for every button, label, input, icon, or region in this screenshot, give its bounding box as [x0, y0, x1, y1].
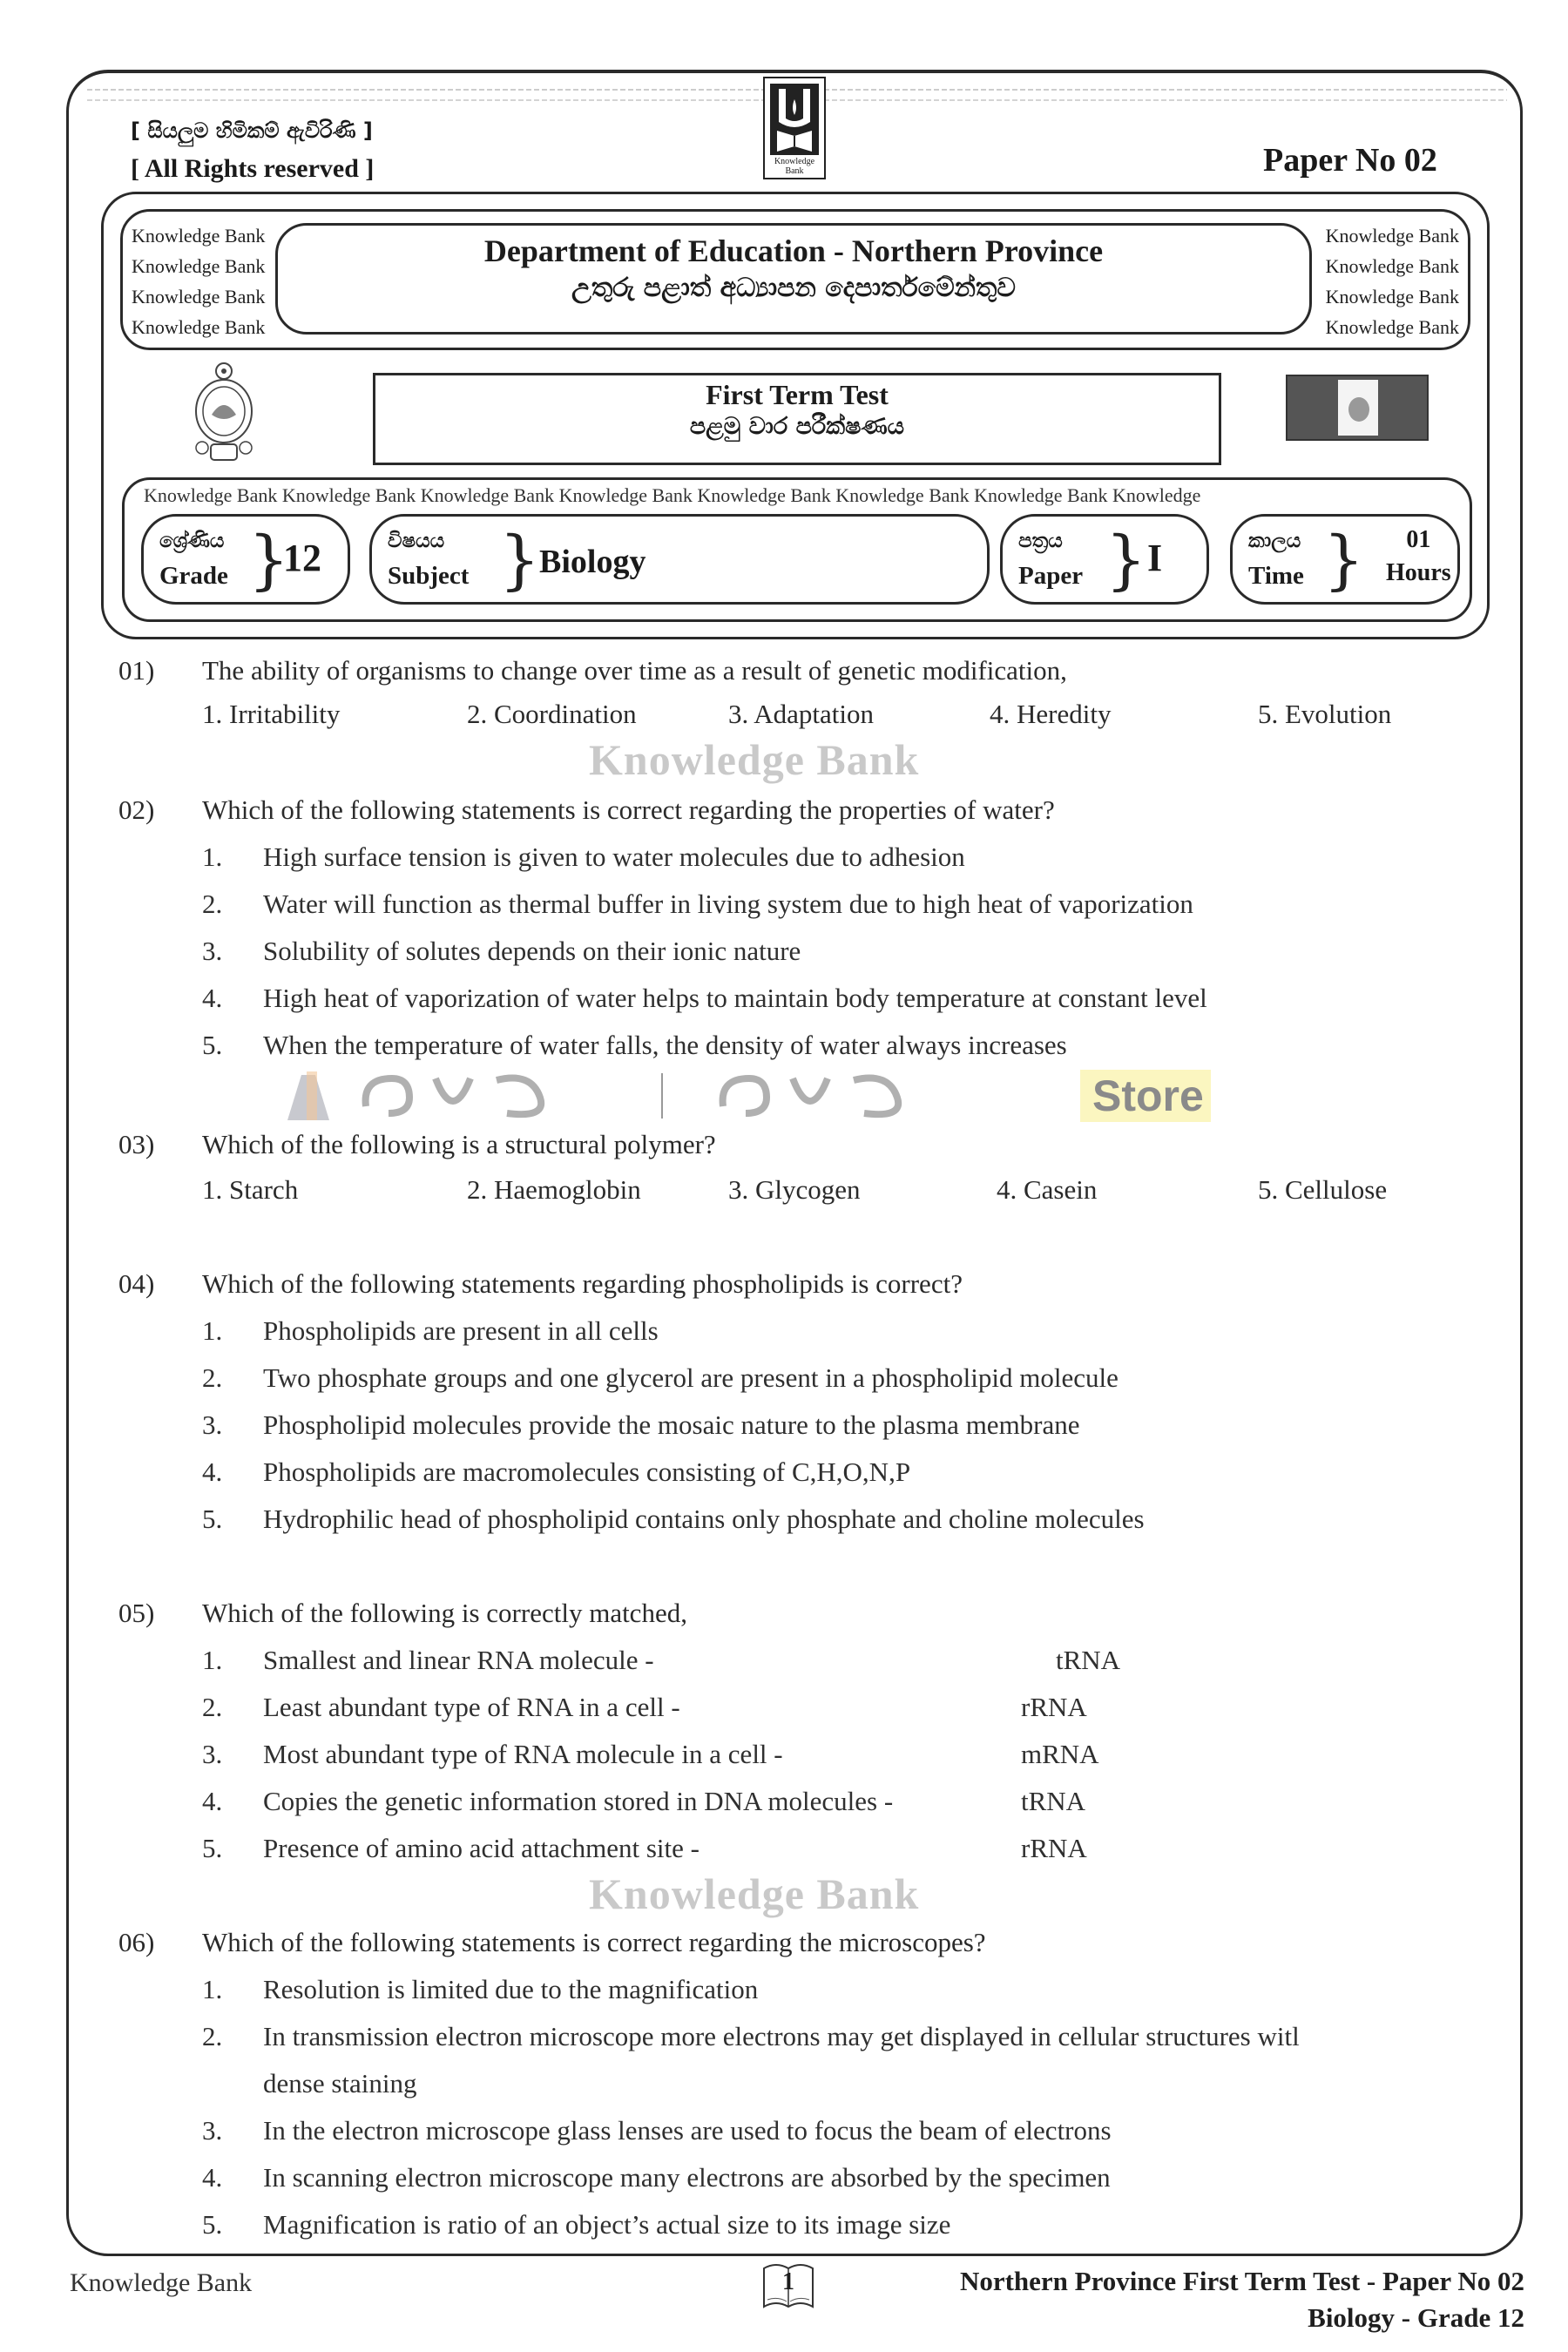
logo-text: Knowledge Bank [774, 157, 815, 176]
option[interactable]: 5. Evolution [1258, 699, 1392, 729]
exam-title-sinhala: පළමු වාර පරීක්ෂණය [689, 413, 905, 440]
footer-paper-title: Northern Province First Term Test - Paper No 02 [959, 2266, 1524, 2296]
match-answer: tRNA [1056, 1645, 1121, 1675]
question-stem: Which of the following statements is correct regarding the properties of water? [202, 794, 1055, 825]
question-05 [118, 1598, 1477, 1629]
match-answer: mRNA [1021, 1739, 1099, 1769]
department-title-box [275, 223, 1312, 335]
question-02 [118, 794, 1477, 826]
option[interactable]: 1. Smallest and linear RNA molecule - [202, 1645, 654, 1675]
subject-label-sinhala: විෂයය [388, 530, 445, 552]
option[interactable]: 4. Heredity [990, 699, 1112, 729]
question-01 [118, 655, 1477, 686]
page-number-book-icon [760, 2261, 816, 2312]
exam-title-box [373, 373, 1221, 465]
book-flame-icon [770, 84, 819, 155]
question-number: 04) [118, 1268, 155, 1299]
question-03 [118, 1129, 1477, 1160]
department-title-sinhala: උතුරු පළාත් අධ්‍යාපන දෙපාර්තමේන්තුව [571, 273, 1016, 303]
option[interactable]: 2. Haemoglobin [467, 1174, 641, 1205]
paper-value: I [1147, 537, 1163, 579]
option[interactable]: 4. Copies the genetic information stored in DNA molecules - [202, 1786, 894, 1816]
question-stem: The ability of organisms to change over time as a result of genetic modification, [202, 655, 1067, 686]
strip-watermark: Knowledge Bank Knowledge Bank Knowledge Bank Knowledge Bank Knowledge Bank Knowledge Bank Knowledge Bank Knowledge [144, 484, 1201, 506]
exam-title-english: First Term Test [706, 379, 889, 410]
question-number: 01) [118, 655, 155, 686]
rights-notice-sinhala: [ සියලුම හිමිකම් ඇවිරිණි ] [131, 118, 373, 143]
grade-value: 12 [283, 537, 321, 579]
side-watermark-left: Knowledge Bank Knowledge Bank Knowledge Bank Knowledge Bank [132, 225, 266, 338]
question-06 [118, 1927, 1477, 1958]
option[interactable]: 3. Glycogen [728, 1174, 861, 1205]
rights-notice [131, 112, 374, 188]
grade-field: ශ්‍රේණිය Grade } 12 [141, 514, 350, 605]
paper-label: Paper [1018, 562, 1084, 590]
option[interactable]: 5. Cellulose [1258, 1174, 1388, 1205]
question-stem: Which of the following statements regarding phospholipids is correct? [202, 1268, 963, 1299]
match-answer: rRNA [1021, 1692, 1087, 1722]
knowledge-bank-logo [763, 77, 826, 179]
question-number: 02) [118, 794, 155, 825]
watermark-knowledge-bank: Knowledge Bank [589, 735, 920, 784]
question-stem: Which of the following is a structural polymer? [202, 1129, 716, 1159]
option[interactable]: 3. Adaptation [728, 699, 875, 729]
question-number: 06) [118, 1927, 155, 1957]
subject-field: විෂයය Subject } Biology [369, 514, 990, 605]
question-number: 03) [118, 1129, 155, 1159]
time-label: Time [1248, 562, 1304, 590]
option[interactable]: 3. Most abundant type of RNA molecule in a cell - [202, 1739, 783, 1769]
footer-brand: Knowledge Bank [70, 2268, 253, 2297]
time-label-sinhala: කාලය [1248, 530, 1301, 552]
option[interactable]: 2. Least abundant type of RNA in a cell - [202, 1692, 680, 1722]
option[interactable]: 4. Casein [997, 1174, 1098, 1205]
watermark-knowledge-bank: Knowledge Bank [589, 1869, 920, 1918]
question-stem: Which of the following is correctly matched, [202, 1598, 687, 1628]
grade-label-sinhala: ශ්‍රේණිය [159, 530, 225, 552]
match-answer: tRNA [1021, 1786, 1086, 1816]
department-title-english: Department of Education - Northern Province [483, 233, 1104, 268]
option[interactable]: 2. Coordination [467, 699, 637, 729]
subject-label: Subject [388, 562, 470, 590]
paper-number: Paper No 02 [1263, 142, 1437, 179]
option[interactable]: 1. Starch [202, 1174, 299, 1205]
paper-label-sinhala: පත්‍රය [1018, 530, 1063, 552]
rights-notice-english: [ All Rights reserved ] [131, 154, 375, 183]
footer-subject-grade: Biology - Grade 12 [1308, 2302, 1524, 2333]
provincial-flag-icon [1286, 375, 1429, 441]
option[interactable]: 1. Irritability [202, 699, 341, 729]
time-field: කාලය Time } 01 Hours [1230, 514, 1460, 605]
sri-lanka-emblem-icon [190, 361, 258, 465]
grade-label: Grade [159, 562, 228, 590]
paper-field: පත්‍රය Paper } I [1000, 514, 1209, 605]
match-answer: rRNA [1021, 1833, 1087, 1863]
side-watermark-right: Knowledge Bank Knowledge Bank Knowledge Bank Knowledge Bank [1325, 225, 1459, 338]
subject-value: Biology [539, 544, 646, 580]
watermark-store: Store [1092, 1071, 1204, 1120]
page-number: 1 [782, 2268, 794, 2295]
time-value: 01 Hours [1386, 526, 1451, 586]
question-04 [118, 1268, 1477, 1300]
option[interactable]: 5. Presence of amino acid attachment site - [202, 1833, 700, 1863]
question-stem: Which of the following statements is correct regarding the microscopes? [202, 1927, 986, 1957]
footer-paper-info [960, 2263, 1524, 2336]
question-number: 05) [118, 1598, 155, 1628]
